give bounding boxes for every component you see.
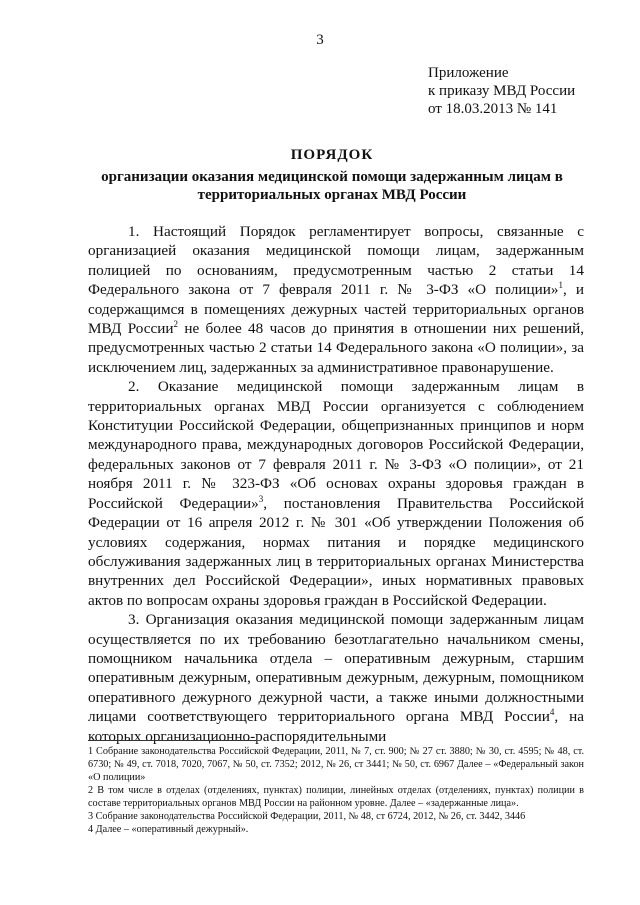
paragraph-1-text-c: не более 48 часов до принятия в отношении них решений, предусмотренных частью 2 статьи 14 Федерального закона «О полиции», за исключением лиц, задержанных за административное правонарушение.	[88, 320, 584, 376]
title-subtitle: организации оказания медицинской помощи задержанным лицам в территориальных органах МВД России	[101, 169, 563, 203]
footnote-3: 3 Собрание законодательства Российской Федерации, 2011, № 48, ст 6724, 2012, № 26, ст. 3442, 3446	[88, 811, 526, 822]
paragraph-1-text-a: 1. Настоящий Порядок регламентирует вопросы, связанные с организацией оказания медицинской помощи лицам, задержанным полицией по основаниям, предусмотренным частью 2 статьи 14 Федерального закона от 7 февраля 2011 г. № 3-ФЗ «О полиции»	[88, 223, 584, 299]
footnote-4: 4 Далее – «оперативный дежурный».	[88, 824, 249, 835]
footnotes	[88, 745, 584, 836]
appendix-label: Приложение	[428, 65, 509, 81]
footnote-ref-2: 2	[173, 318, 179, 329]
footnote-1: 1 Собрание законодательства Российской Федерации, 2011, № 7, ст. 900; № 27 ст. 3880; № 30, ст. 4595; № 48, ст. 6730; № 49, ст. 7018, 7020, 7067, № 50, ст. 7352; 2012, № 26, ст 3441; № 50, ст. 6967 Далее – «Федеральный закон «О полиции»	[88, 746, 584, 783]
paragraph-3-text-a: 3. Организация оказания медицинской помощи задержанным лицам осуществляется по их требованию безотлагательно начальником смены, помощником начальника отдела – оперативным дежурным, старшим оперативным дежурным, оперативным дежурным, дежурным, помощником оперативного дежурного дежурной части, а также иными должностными лицами соответствующего территориального органа МВД России	[88, 611, 584, 726]
footnote-2: 2 В том числе в отделах (отделениях, пунктах) полиции, линейных отделах (отделениях, пунктах) полиции в составе территориальных органов МВД России на районном уровне. Далее – «задержанные лица».	[88, 785, 584, 809]
document-body	[88, 222, 584, 746]
appendix-block	[428, 64, 575, 118]
footnote-divider	[88, 740, 256, 741]
footnote-ref-1: 1	[558, 280, 563, 291]
paragraph-1-text-b: , и содержащимся в помещениях дежурных частей территориальных органов МВД России	[88, 281, 584, 338]
paragraph-1	[88, 222, 584, 377]
footnote-ref-3: 3	[258, 493, 264, 504]
appendix-order-ref: к приказу МВД России	[428, 83, 576, 99]
document-title	[82, 146, 582, 204]
footnote-ref-4: 4	[549, 707, 555, 718]
paragraph-3	[88, 610, 584, 746]
title-heading: ПОРЯДОК	[290, 147, 374, 163]
page-number: 3	[316, 32, 324, 48]
appendix-order-date: от 18.03.2013 № 141	[428, 101, 558, 117]
paragraph-2-text-b: , постановления Правительства Российской Федерации от 16 апреля 2012 г. № 301 «Об утверждении Положения об условиях содержания, нормах питания и порядке медицинского обслуживания задержанных лиц в территориальных органах Министерства внутренних дел Российской Федерации», иных нормативных правовых актов по вопросам охраны здоровья граждан в Российской Федерации.	[88, 494, 584, 609]
paragraph-3-text-b: , на которых организационно-распорядительными	[88, 708, 584, 745]
paragraph-2	[88, 377, 584, 610]
paragraph-2-text-a: 2. Оказание медицинской помощи задержанным лицам в территориальных органах МВД России организуется с соблюдением Конституции Российской Федерации, общепризнанных принципов и норм международного права, международных договоров Российской Федерации, федеральных законов от 7 февраля 2011 г. № 3-ФЗ «О полиции», от 21 ноября 2011 г. № 323-ФЗ «Об основах охраны здоровья граждан в Российской Федерации»	[88, 378, 584, 512]
